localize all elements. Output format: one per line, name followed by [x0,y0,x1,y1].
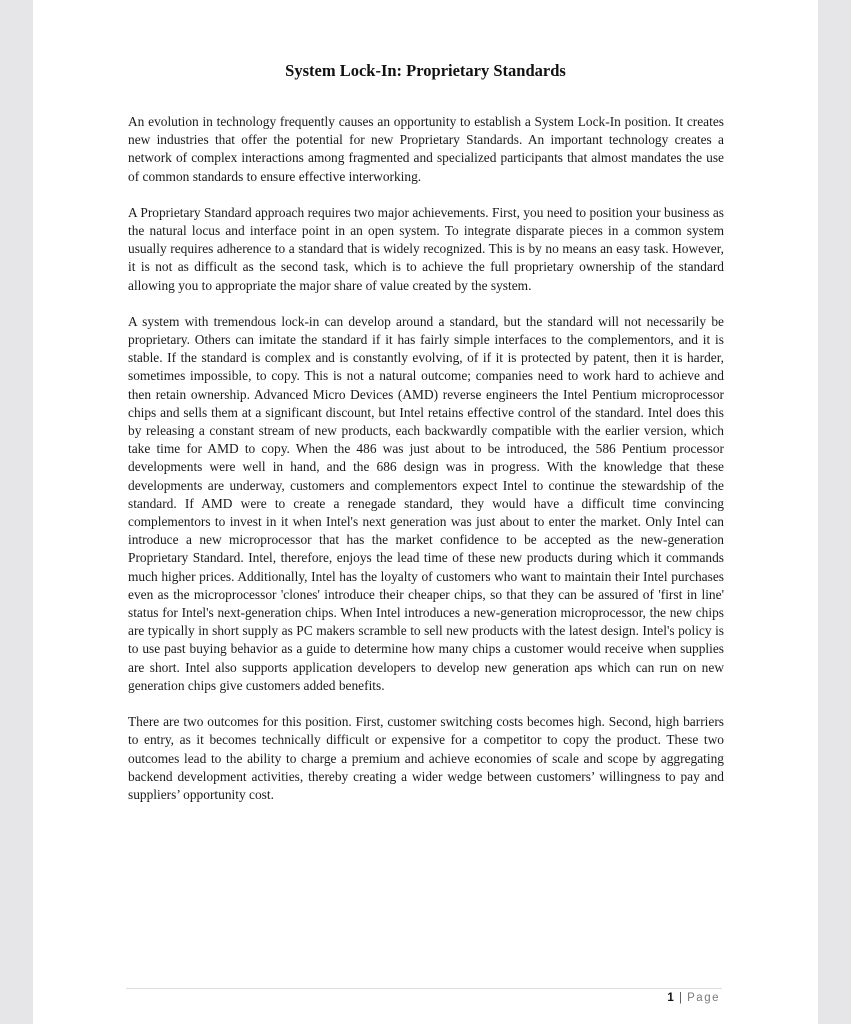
paragraph-3: A system with tremendous lock-in can develop around a standard, but the standard will not necessarily be proprietary. Others can imitate the standard if it has fairly simple interfaces to the complementors, and it is stable. If the standard is complex and is constantly evolving, of if it is protected by patent, then it is harder, sometimes impossible, to copy. This is not a natural outcome; companies need to work hard to achieve and then retain ownership. Advanced Micro Devices (AMD) reverse engineers the Intel Pentium microprocessor chips and sells them at a significant discount, but Intel retains effective control of the standard. Intel does this by releasing a constant stream of new products, each backwardly compatible with the earlier version, which take time for AMD to copy. When the 486 was just about to be introduced, the 586 Pentium processor developments were well in hand, and the 686 design was in progress. With the knowledge that these developments are underway, customers and complementors expect Intel to continue the stewardship of the standard. If AMD were to create a renegade standard, they would have a difficult time convincing complementors to invest in it when Intel's next generation was just about to enter the market. Only Intel can introduce a new microprocessor that has the market confidence to be accepted as the new-generation Proprietary Standard. Intel, therefore, enjoys the lead time of these new products during which it commands much higher prices. Additionally, Intel has the loyalty of customers who want to maintain their Intel purchases even as the microprocessor 'clones' introduce their cheaper chips, so that they can be assured of 'first in line' status for Intel's next-generation chips. When Intel introduces a new-generation microprocessor, the new chips are typically in short supply as PC makers scramble to sell new products with the latest design. Intel's policy is to use past buying behavior as a guide to determine how many chips a customer would receive when supplies are short. Intel also supports application developers to develop new generation aps which can run on new generation chips give customers added benefits. [128,313,724,693]
paragraph-2: A Proprietary Standard approach requires two major achievements. First, you need to position your business as the natural locus and interface point in an open system. To integrate disparate pieces in a common system usually requires adherence to a standard that is widely recognized. This is by no means an easy task. However, it is not as difficult as the second task, which is to achieve the full proprietary ownership of the standard allowing you to appropriate the major share of value created by the system. [128,204,724,293]
document-title: System Lock-In: Proprietary Standards [285,61,566,80]
page-label: Page [687,992,720,1004]
footer-divider [126,988,722,989]
paragraph-4: There are two outcomes for this position. First, customer switching costs becomes high. Second, high barriers to entry, as it becomes technically difficult or expensive for a competitor to copy the product. These two outcomes lead to the ability to charge a premium and achieve economies of scale and scope by aggregating backend development activities, thereby creating a wider wedge between customers’ willingness to pay and suppliers’ opportunity cost. [128,714,724,802]
paragraph-1: An evolution in technology frequently causes an opportunity to establish a System Lock-In position. It creates new industries that offer the potential for new Proprietary Standards. An important technology creates a network of complex interactions among fragmented and specialized participants that almost mandates the use of common standards to ensure effective interworking. [128,114,724,184]
page-number: 1 [667,992,674,1004]
document-page [33,0,818,1024]
document-body [128,113,724,822]
footer-separator: | [678,992,682,1004]
page-footer [667,992,720,1004]
